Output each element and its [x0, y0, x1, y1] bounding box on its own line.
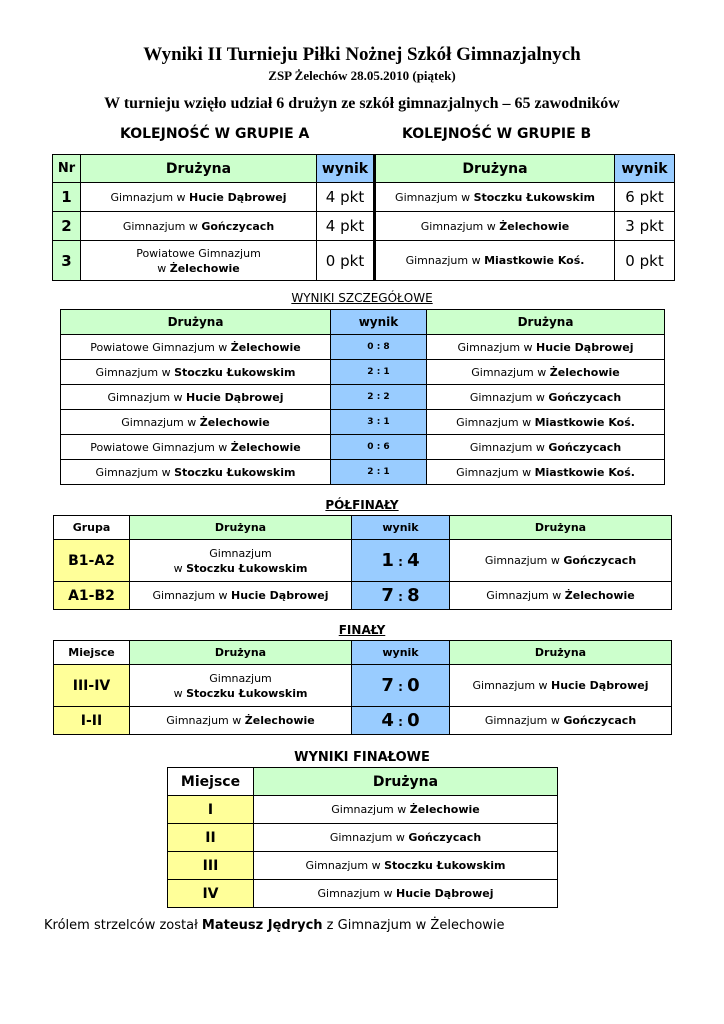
team-prefix: Gimnazjum w	[331, 803, 410, 816]
intro-text: W turnieju wzięło udział 6 drużyn ze szkół gimnazjalnych – 65 zawodników	[104, 95, 620, 112]
team2-cell	[450, 582, 672, 610]
team-prefix: Gimnazjum w	[484, 554, 564, 567]
row-nr: 1	[53, 183, 81, 212]
team-name: Hucie Dąbrowej	[536, 340, 634, 354]
team-prefix: Gimnazjum w	[121, 415, 200, 429]
row-nr: 3	[53, 241, 81, 281]
team-prefix: Gimnazjum w	[110, 190, 190, 204]
team1-cell	[130, 665, 352, 707]
team-name: Miastkowie Koś.	[484, 254, 585, 267]
team-prefix: Gimnazjum w	[457, 340, 537, 354]
col-score-a: wynik	[317, 155, 375, 183]
score-away: 4	[407, 550, 420, 571]
top-scorer-note	[44, 918, 505, 933]
team-name: Żelechowie	[230, 440, 301, 454]
col-place: Miejsce	[54, 641, 130, 665]
team-name: Gończycach	[408, 831, 482, 844]
team-name: Hucie Dąbrowej	[189, 190, 287, 204]
team-b-cell	[375, 183, 615, 212]
team-name: Miastkowie Koś.	[534, 415, 635, 429]
final-results-header-row	[168, 768, 558, 796]
team2-cell	[427, 335, 665, 360]
team-prefix-2: w	[173, 561, 187, 575]
col-group: Grupa	[54, 516, 130, 540]
team-prefix: Gimnazjum w	[469, 440, 549, 454]
team-prefix: Gimnazjum w	[472, 679, 552, 692]
group-b-title: KOLEJNOŚĆ W GRUPIE B	[402, 126, 592, 142]
team-prefix: Gimnazjum w	[329, 831, 409, 844]
team1-cell	[61, 435, 331, 460]
score-cell: 0 : 8	[331, 335, 427, 360]
team-a-cell	[81, 241, 317, 281]
col-team1: Drużyna	[130, 516, 352, 540]
group-cell: B1-A2	[54, 540, 130, 582]
score-cell: 3 : 1	[331, 410, 427, 435]
team-name: Hucie Dąbrowej	[231, 589, 329, 602]
row-nr: 2	[53, 212, 81, 241]
team-name: Hucie Dąbrowej	[186, 390, 284, 404]
team-prefix: Gimnazjum	[209, 671, 272, 685]
team1-cell	[130, 540, 352, 582]
team2-cell	[427, 435, 665, 460]
team-name: Stoczku Łukowskim	[384, 859, 506, 872]
table-row	[54, 707, 672, 735]
team-name: Żelechowie	[549, 365, 620, 379]
col-team2: Drużyna	[450, 641, 672, 665]
team2-cell	[427, 410, 665, 435]
team-prefix: Gimnazjum w	[95, 365, 175, 379]
score-b-cell: 6 pkt	[615, 183, 675, 212]
team-prefix: Gimnazjum w	[420, 219, 500, 233]
team2-cell	[450, 665, 672, 707]
team-name: Żelechowie	[230, 340, 301, 354]
score-home: 7	[381, 585, 394, 606]
place-cell: II	[168, 824, 254, 852]
team-prefix: Gimnazjum w	[486, 589, 565, 602]
details-title: WYNIKI SZCZEGÓŁOWE	[291, 291, 433, 305]
details-header-row	[61, 310, 665, 335]
score-cell: 4 : 0	[352, 707, 450, 735]
team-name: Żelechowie	[564, 589, 635, 602]
team-prefix-2: w	[173, 686, 187, 700]
group-a-title: KOLEJNOŚĆ W GRUPIE A	[120, 126, 310, 142]
place-cell: I	[168, 796, 254, 824]
team-name: Gończycach	[548, 390, 622, 404]
col-nr: Nr	[53, 155, 81, 183]
col-score: wynik	[331, 310, 427, 335]
team-cell	[254, 824, 558, 852]
table-row	[54, 582, 672, 610]
table-row	[61, 360, 665, 385]
team-prefix: Gimnazjum w	[166, 714, 245, 727]
col-team-b: Drużyna	[375, 155, 615, 183]
place-cell: I-II	[54, 707, 130, 735]
team-cell	[254, 880, 558, 908]
footer-prefix: Królem strzelców został	[44, 918, 202, 933]
team1-cell	[61, 460, 331, 485]
team2-cell	[427, 360, 665, 385]
table-row	[168, 880, 558, 908]
score-cell: 0 : 6	[331, 435, 427, 460]
footer-suffix: z Gimnazjum w Żelechowie	[322, 918, 505, 933]
score-away: 0	[407, 675, 420, 696]
team-name: Gończycach	[201, 219, 275, 233]
top-scorer-name: Mateusz Jędrych	[201, 918, 323, 933]
table-row	[168, 852, 558, 880]
final-results-table	[167, 767, 558, 908]
team-b-cell	[375, 212, 615, 241]
team-name: Stoczku Łukowskim	[186, 686, 308, 700]
semis-table	[53, 515, 672, 610]
team-a-cell	[81, 212, 317, 241]
groups-table	[52, 154, 675, 281]
details-table	[60, 309, 665, 485]
team-prefix: Gimnazjum w	[456, 465, 535, 479]
team-cell	[254, 796, 558, 824]
groups-header-row	[53, 155, 675, 183]
team1-cell	[61, 410, 331, 435]
score-b-cell: 3 pkt	[615, 212, 675, 241]
score-cell: 2 : 1	[331, 360, 427, 385]
col-team1: Drużyna	[130, 641, 352, 665]
score-a-cell: 4 pkt	[317, 212, 375, 241]
col-team2: Drużyna	[450, 516, 672, 540]
score-cell: 2 : 2	[331, 385, 427, 410]
team-name: Hucie Dąbrowej	[396, 887, 494, 900]
team2-cell	[450, 540, 672, 582]
group-cell: A1-B2	[54, 582, 130, 610]
score-home: 7	[381, 675, 394, 696]
team-prefix: Gimnazjum w	[469, 390, 549, 404]
finals-table	[53, 640, 672, 735]
team-prefix: Gimnazjum w	[405, 254, 485, 267]
team-cell	[254, 852, 558, 880]
finals-header-row	[54, 641, 672, 665]
team-prefix: Powiatowe Gimnazjum w	[90, 440, 231, 454]
score-home: 4	[381, 710, 394, 731]
team-name: Miastkowie Koś.	[534, 465, 635, 479]
col-score-b: wynik	[615, 155, 675, 183]
col-team-a: Drużyna	[81, 155, 317, 183]
team-name: Stoczku Łukowskim	[473, 190, 595, 204]
table-row	[53, 183, 675, 212]
team1-cell	[61, 385, 331, 410]
team1-cell	[130, 707, 352, 735]
score-away: 8	[407, 585, 420, 606]
table-row	[54, 540, 672, 582]
team-prefix: Gimnazjum w	[471, 365, 550, 379]
team2-cell	[450, 707, 672, 735]
team-name: Stoczku Łukowskim	[174, 365, 296, 379]
semis-header-row	[54, 516, 672, 540]
team-name: Gończycach	[548, 440, 622, 454]
score-cell: 7 : 8	[352, 582, 450, 610]
table-row	[168, 824, 558, 852]
team-prefix: Gimnazjum w	[456, 415, 535, 429]
team-name: Żelechowie	[409, 803, 480, 816]
final-results-title: WYNIKI FINAŁOWE	[294, 750, 430, 765]
team-name: Hucie Dąbrowej	[551, 679, 649, 692]
team-prefix: Gimnazjum w	[317, 887, 397, 900]
table-row	[168, 796, 558, 824]
col-score: wynik	[352, 641, 450, 665]
team-name: Żelechowie	[199, 415, 270, 429]
score-b-cell: 0 pkt	[615, 241, 675, 281]
score-cell: 7 : 0	[352, 665, 450, 707]
team-name: Stoczku Łukowskim	[174, 465, 296, 479]
score-a-cell: 0 pkt	[317, 241, 375, 281]
col-team: Drużyna	[254, 768, 558, 796]
table-row	[61, 385, 665, 410]
team-prefix-2: w	[157, 261, 170, 275]
page-title: Wyniki II Turnieju Piłki Nożnej Szkół Gimnazjalnych	[143, 44, 581, 65]
table-row	[61, 335, 665, 360]
col-place: Miejsce	[168, 768, 254, 796]
team-prefix: Gimnazjum w	[395, 190, 474, 204]
table-row	[61, 410, 665, 435]
team-name: Żelechowie	[244, 714, 315, 727]
team-name: Gończycach	[563, 714, 637, 727]
team1-cell	[61, 360, 331, 385]
team1-cell	[130, 582, 352, 610]
team-prefix: Gimnazjum	[209, 546, 272, 560]
table-row	[53, 212, 675, 241]
team-b-cell	[375, 241, 615, 281]
page-subtitle: ZSP Żelechów 28.05.2010 (piątek)	[268, 68, 456, 83]
place-cell: IV	[168, 880, 254, 908]
score-home: 1	[381, 550, 394, 571]
table-row	[54, 665, 672, 707]
table-row	[53, 241, 675, 281]
team-prefix: Gimnazjum w	[305, 859, 385, 872]
team-name: Stoczku Łukowskim	[186, 561, 308, 575]
score-a-cell: 4 pkt	[317, 183, 375, 212]
score-away: 0	[407, 710, 420, 731]
team-a-cell	[81, 183, 317, 212]
team-name: Gończycach	[563, 554, 637, 567]
place-cell: III	[168, 852, 254, 880]
table-row	[61, 460, 665, 485]
col-team2: Drużyna	[427, 310, 665, 335]
team-prefix: Gimnazjum w	[152, 589, 232, 602]
team-prefix: Powiatowe Gimnazjum w	[90, 340, 231, 354]
score-cell: 1 : 4	[352, 540, 450, 582]
semis-title: PÓŁFINAŁY	[325, 498, 399, 512]
col-team1: Drużyna	[61, 310, 331, 335]
team2-cell	[427, 385, 665, 410]
team-prefix: Powiatowe Gimnazjum	[136, 246, 261, 260]
team-prefix: Gimnazjum w	[484, 714, 564, 727]
team-name: Żelechowie	[499, 219, 570, 233]
place-cell: III-IV	[54, 665, 130, 707]
col-score: wynik	[352, 516, 450, 540]
team1-cell	[61, 335, 331, 360]
team-prefix: Gimnazjum w	[107, 390, 187, 404]
team-name: Żelechowie	[169, 261, 240, 275]
team2-cell	[427, 460, 665, 485]
team-prefix: Gimnazjum w	[122, 219, 202, 233]
table-row	[61, 435, 665, 460]
team-prefix: Gimnazjum w	[95, 465, 175, 479]
finals-title: FINAŁY	[338, 623, 386, 637]
score-cell: 2 : 1	[331, 460, 427, 485]
